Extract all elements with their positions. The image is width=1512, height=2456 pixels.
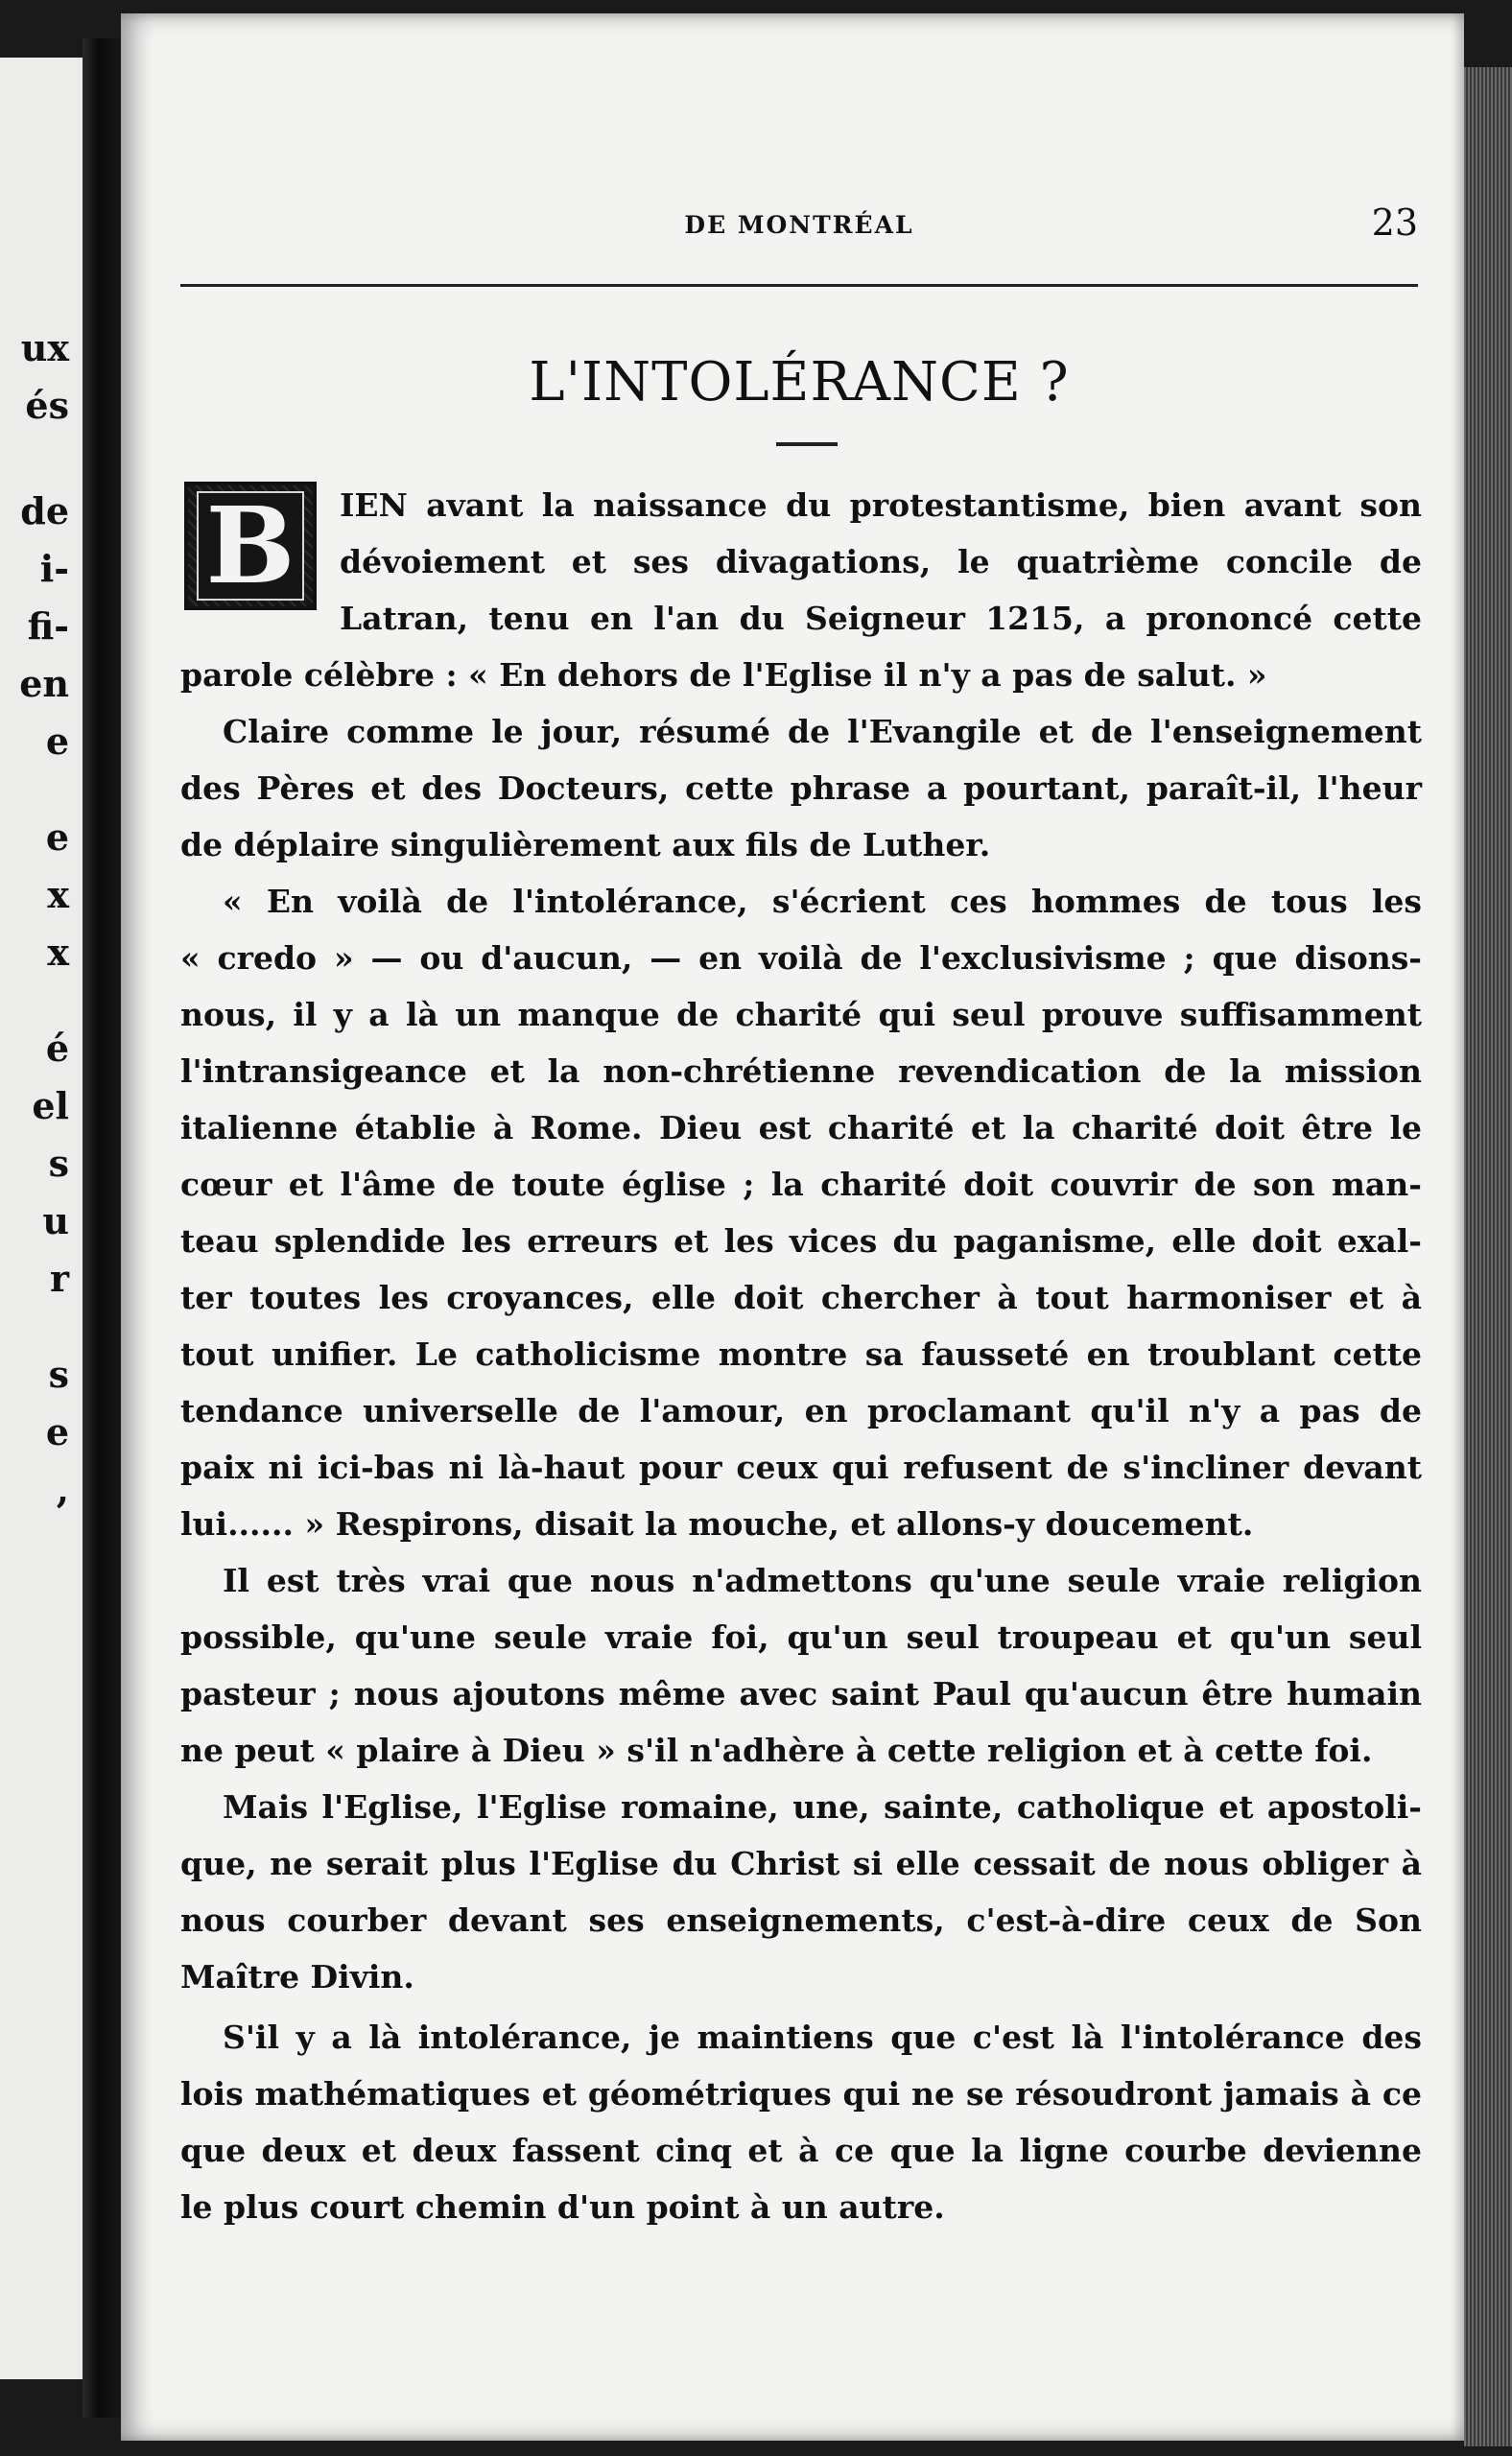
- left-fragment: r: [49, 1257, 69, 1300]
- title-rule: [776, 442, 838, 446]
- left-fragment: s: [48, 1142, 69, 1185]
- text-line: Mais l'Eglise, l'Eglise romaine, une, sainte, catholique et apostoli-: [223, 1788, 1422, 1826]
- left-fragment: e: [45, 815, 69, 859]
- text-line: Claire comme le jour, résumé de l'Evangile et de l'enseignement: [223, 713, 1422, 750]
- text-line: l'intransigeance et la non-chrétienne revendication de la mission: [180, 1052, 1422, 1090]
- text-line: ter toutes les croyances, elle doit chercher à tout harmoniser et à: [180, 1279, 1422, 1316]
- chapter-title: L'INTOLÉRANCE ?: [529, 351, 1070, 413]
- ornamental-dropcap: [184, 482, 317, 610]
- text-line: possible, qu'une seule vraie foi, qu'un seul troupeau et qu'un seul: [180, 1618, 1422, 1656]
- book-gutter: [83, 38, 121, 2418]
- left-page-sliver: [0, 58, 83, 2379]
- left-fragment: e: [45, 1410, 69, 1453]
- text-line: Maître Divin.: [180, 1958, 414, 1996]
- text-line: IEN avant la naissance du protestantisme, bien avant son: [340, 486, 1422, 524]
- text-line: nous courber devant ses enseignements, c'est-à-dire ceux de Son: [180, 1901, 1422, 1939]
- text-line: dévoiement et ses divagations, le quatrième concile de: [340, 543, 1422, 580]
- text-line: le plus court chemin d'un point à un autre.: [180, 2188, 945, 2226]
- running-head: DE MONTRÉAL: [684, 211, 914, 239]
- paragraph-3: [180, 873, 1422, 1552]
- text-line: nous, il y a là un manque de charité qui seul prouve suffisamment: [180, 996, 1422, 1033]
- left-fragment: i-: [39, 547, 69, 590]
- text-line: italienne établie à Rome. Dieu est charité et la charité doit être le: [180, 1109, 1422, 1146]
- page-edges: [1464, 67, 1512, 2446]
- text-line: Latran, tenu en l'an du Seigneur 1215, a prononcé cette: [340, 600, 1422, 637]
- text-line: pasteur ; nous ajoutons même avec saint Paul qu'aucun être humain: [180, 1675, 1422, 1712]
- left-fragment: és: [25, 384, 69, 427]
- left-fragment: x: [47, 931, 69, 974]
- text-line: parole célèbre : « En dehors de l'Eglise il n'y a pas de salut. »: [180, 656, 1267, 694]
- text-line: que deux et deux fassent cinq et à ce que la ligne courbe devienne: [180, 2132, 1422, 2169]
- paragraph-6: [180, 2009, 1422, 2235]
- text-line: paix ni ici-bas ni là-haut pour ceux qui refusent de s'incliner devant: [180, 1449, 1422, 1486]
- paragraph-1-rest: [180, 647, 1422, 703]
- text-line: « En voilà de l'intolérance, s'écrient ces hommes de tous les: [223, 883, 1422, 920]
- header-rule: [180, 284, 1418, 287]
- left-fragment: el: [32, 1084, 69, 1127]
- left-fragment: x: [47, 873, 69, 916]
- dropcap-letter: B: [197, 491, 305, 601]
- left-fragment: de: [20, 489, 69, 532]
- text-line: tout unifier. Le catholicisme montre sa fausseté en troublant cette: [180, 1335, 1422, 1373]
- book-page: [121, 13, 1464, 2441]
- page-number: 23: [1371, 201, 1418, 244]
- left-fragment: ,: [56, 1468, 69, 1511]
- left-fragment: é: [45, 1027, 69, 1070]
- page-header: [180, 201, 1418, 259]
- left-fragment: e: [45, 720, 69, 763]
- paragraph-2: [180, 703, 1422, 873]
- text-line: de déplaire singulièrement aux fils de Luther.: [180, 826, 991, 863]
- text-line: Il est très vrai que nous n'admettons qu'une seule vraie religion: [223, 1562, 1422, 1599]
- paragraph-4: [180, 1552, 1422, 1779]
- left-fragment: u: [42, 1199, 69, 1242]
- left-fragment: s: [48, 1353, 69, 1396]
- left-fragment: fi-: [27, 604, 69, 648]
- left-fragment: ux: [20, 326, 69, 369]
- text-line: teau splendide les erreurs et les vices du paganisme, elle doit exal-: [180, 1222, 1422, 1260]
- paragraph-5: [180, 1779, 1422, 2005]
- text-line: ne peut « plaire à Dieu » s'il n'adhère à cette religion et à cette foi.: [180, 1732, 1373, 1769]
- text-line: S'il y a là intolérance, je maintiens que c'est là l'intolérance des: [223, 2019, 1422, 2056]
- paragraph-1-indented: [340, 477, 1422, 647]
- text-line: que, ne serait plus l'Eglise du Christ si elle cessait de nous obliger à: [180, 1845, 1422, 1882]
- text-line: « credo » — ou d'aucun, — en voilà de l'exclusivisme ; que disons-: [180, 939, 1422, 977]
- text-line: lui...... » Respirons, disait la mouche, et allons-y doucement.: [180, 1505, 1254, 1543]
- text-line: cœur et l'âme de toute église ; la charité doit couvrir de son man-: [180, 1166, 1422, 1203]
- text-line: tendance universelle de l'amour, en proclamant qu'il n'y a pas de: [180, 1392, 1422, 1429]
- text-line: des Pères et des Docteurs, cette phrase a pourtant, paraît-il, l'heur: [180, 769, 1422, 807]
- left-fragment: en: [19, 662, 69, 705]
- text-line: lois mathématiques et géométriques qui ne se résoudront jamais à ce: [180, 2075, 1422, 2113]
